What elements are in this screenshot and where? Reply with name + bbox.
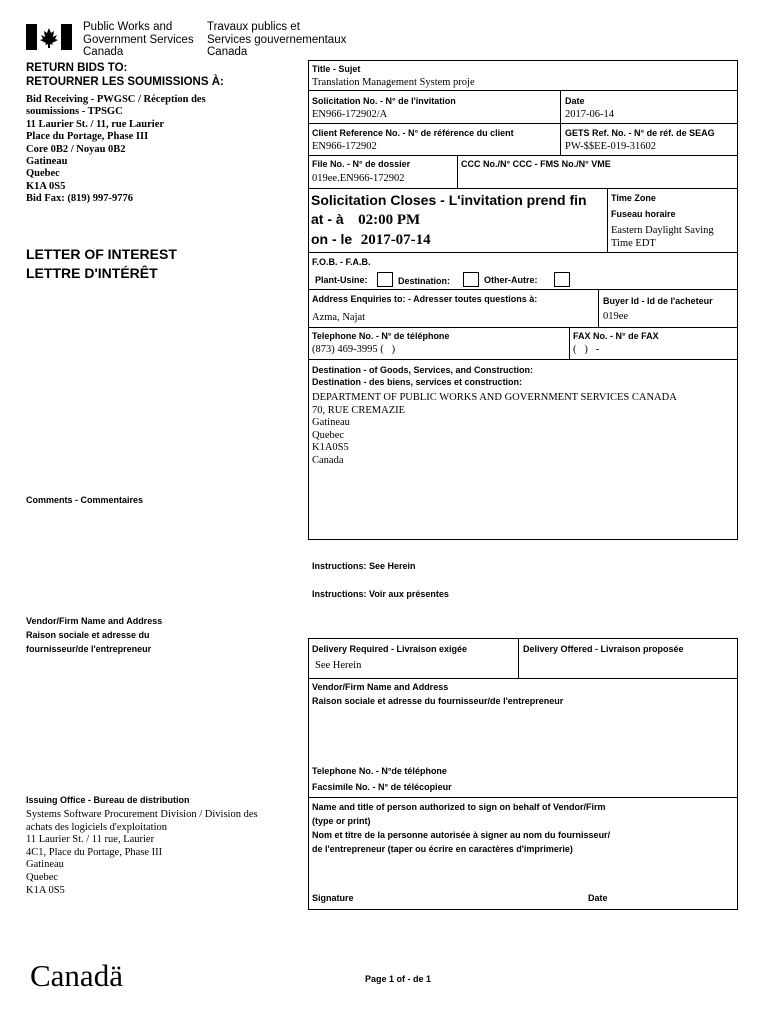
return-bids-fr: RETOURNER LES SOUMISSIONS À: [26, 75, 224, 88]
letter-en: LETTER OF INTEREST [26, 246, 177, 262]
instructions-fr: Instructions: Voir aux présentes [312, 589, 449, 599]
letter-of-interest-heading [26, 245, 177, 283]
address-line: Place du Portage, Phase III [26, 131, 149, 143]
issuing-line: Gatineau [26, 859, 64, 871]
destination-label: Destination: [398, 276, 451, 286]
destination-address [312, 392, 677, 468]
issuing-line: 4C1, Place du Portage, Phase III [26, 846, 163, 858]
address-line: K1A 0S5 [26, 180, 66, 192]
issuing-line: Quebec [26, 871, 59, 883]
phone-value: (873) 469-3995 ( ) [312, 344, 396, 355]
gov-fr-line: Services gouvernementaux [207, 33, 347, 46]
gov-en-line: Government Services [83, 33, 194, 46]
signature-date-label: Date [588, 893, 608, 903]
address-enquiries-label: Address Enquiries to: - Adresser toutes questions à: [312, 294, 538, 304]
destination-goods-en: Destination - of Goods, Services, and Construction: [312, 365, 534, 375]
instructions-en: Instructions: See Herein [312, 561, 416, 571]
title-value: Translation Management System proje [312, 77, 475, 88]
canada-wordmark: Canadä [30, 958, 123, 993]
address-line: Bid Fax: (819) 997-9776 [26, 193, 134, 205]
solicitation-label: Solicitation No. - N° de l'invitation [312, 96, 456, 106]
solicitation-value: EN966-172902/A [312, 109, 388, 120]
address-line: Core 0B2 / Noyau 0B2 [26, 143, 126, 155]
other-label: Other-Autre: [484, 275, 538, 285]
page-number: Page 1 of - de 1 [365, 974, 432, 984]
vendor-left-line: Vendor/Firm Name and Address [26, 616, 163, 626]
address-line: Gatineau [26, 156, 68, 168]
destination-line: Gatineau [312, 417, 350, 429]
return-bids-heading [26, 62, 224, 89]
authorized-line: (type or print) [312, 816, 371, 826]
destination-goods-label [312, 364, 533, 388]
authorized-line: Name and title of person authorized to sign on behalf of Vendor/Firm [312, 802, 606, 812]
file-value: 019ee.EN966-172902 [312, 173, 405, 184]
gov-en-line: Public Works and [83, 21, 173, 33]
issuing-office-address [26, 809, 258, 897]
timezone-label: Time Zone [611, 193, 656, 203]
client-ref-label: Client Reference No. - N° de référence du client [312, 128, 514, 138]
canada-flag-icon [26, 24, 72, 50]
gov-en-line: Canada [83, 46, 124, 58]
issuing-line: achats des logiciels d'exploitation [26, 821, 167, 833]
gov-fr-line: Canada [207, 46, 248, 58]
gets-value: PW-$$EE-019-31602 [565, 141, 656, 152]
delivery-offered-label: Delivery Offered - Livraison proposée [523, 644, 684, 654]
destination-line: 70, RUE CREMAZIE [312, 404, 406, 416]
address-line: soumissions - TPSGC [26, 106, 123, 118]
destination-line: Quebec [312, 429, 345, 441]
return-bids-en: RETURN BIDS TO: [26, 62, 128, 74]
timezone-fr-label: Fuseau horaire [611, 209, 676, 219]
issuing-office-label: Issuing Office - Bureau de distribution [26, 795, 190, 805]
destination-line: Canada [312, 454, 344, 466]
fob-label: F.O.B. - F.A.B. [312, 257, 371, 267]
vendor-left-line: fournisseur/de l'entrepreneur [26, 644, 152, 654]
timezone-value [611, 225, 714, 250]
title-label: Title - Sujet [312, 64, 361, 74]
address-line: Quebec [26, 168, 60, 180]
return-address [26, 94, 206, 206]
closes-at-value: 02:00 PM [358, 212, 421, 228]
closes-on-row [311, 231, 431, 249]
authorized-line: de l'entrepreneur (taper ou écrire en caractères d'imprimerie) [312, 844, 573, 854]
phone-label: Telephone No. - N° de téléphone [312, 331, 450, 341]
delivery-required-value: See Herein [315, 660, 362, 671]
gov-fr-line: Travaux publics et [207, 21, 300, 33]
vendor-left-line: Raison sociale et adresse du [26, 630, 150, 640]
address-line: Bid Receiving - PWGSC / Réception des [26, 94, 206, 105]
vendor-telephone-label: Telephone No. - N°de téléphone [312, 766, 447, 776]
destination-line: DEPARTMENT OF PUBLIC WORKS AND GOVERNMENT SERVICES CANADA [312, 392, 677, 403]
destination-line: K1A0S5 [312, 442, 349, 454]
closes-title: Solicitation Closes - L'invitation prend fin [311, 192, 587, 208]
address-enquiries-value: Azma, Najat [312, 312, 366, 323]
buyer-id-value: 019ee [603, 311, 629, 322]
address-line: 11 Laurier St. / 11, rue Laurier [26, 118, 165, 130]
issuing-line: Systems Software Procurement Division / Division des [26, 809, 258, 820]
destination-checkbox[interactable] [463, 272, 479, 287]
fax-value: ( ) - [573, 344, 600, 355]
vendor-left-label [26, 614, 162, 656]
other-checkbox[interactable] [554, 272, 570, 287]
plant-label: Plant-Usine: [315, 275, 368, 285]
ccc-label: CCC No./N° CCC - FMS No./N° VME [461, 159, 611, 169]
delivery-required-label: Delivery Required - Livraison exigée [312, 644, 468, 654]
closes-at-row [311, 211, 420, 229]
header [26, 20, 366, 60]
vendor-facsimile-label: Facsimile No. - N° de télécopieur [312, 782, 452, 792]
timezone-value-line: Time EDT [611, 237, 656, 249]
client-ref-value: EN966-172902 [312, 141, 377, 152]
signature-label: Signature [312, 893, 354, 903]
letter-fr: LETTRE D'INTÉRÊT [26, 265, 158, 281]
buyer-id-label: Buyer Id - Id de l'acheteur [603, 296, 713, 306]
comments-label: Comments - Commentaires [26, 495, 144, 505]
timezone-value-line: Eastern Daylight Saving [611, 225, 714, 236]
issuing-line: K1A 0S5 [26, 884, 65, 896]
fax-label: FAX No. - N° de FAX [573, 331, 659, 341]
file-label: File No. - N° de dossier [312, 159, 411, 169]
closes-on-value: 2017-07-14 [360, 232, 431, 248]
closes-on-label: on - le [311, 231, 353, 247]
authorized-person-label [312, 800, 610, 856]
vendor-name-fr-label: Raison sociale et adresse du fournisseur/de l'entrepreneur [312, 696, 564, 706]
date-label: Date [565, 96, 585, 106]
plant-checkbox[interactable] [377, 272, 393, 287]
authorized-line: Nom et titre de la personne autorisée à signer au nom du fournisseur/ [312, 830, 611, 840]
issuing-line: 11 Laurier St. / 11 rue, Laurier [26, 834, 155, 846]
date-value: 2017-06-14 [565, 109, 614, 120]
closes-at-label: at - à [311, 211, 344, 227]
vendor-name-label: Vendor/Firm Name and Address [312, 682, 449, 692]
destination-goods-fr: Destination - des biens, services et construction: [312, 377, 523, 387]
gets-label: GETS Ref. No. - N° de réf. de SEAG [565, 128, 715, 138]
